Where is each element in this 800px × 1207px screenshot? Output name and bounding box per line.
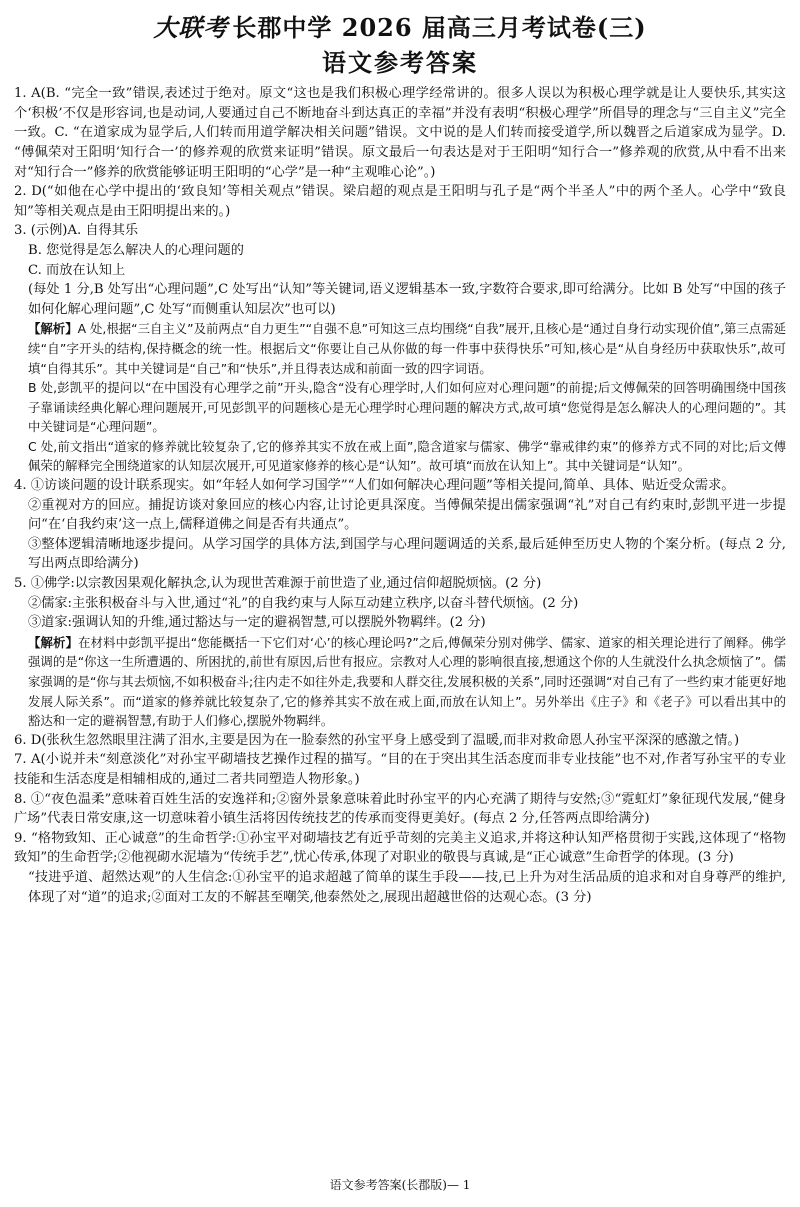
- answer-text: 9. “格物致知、正心诚意”的生命哲学:①孙宝平对砌墙技艺有近乎苛刻的完美主义追求,并将这种认知严格贯彻于实践,这体现了“格物致知”的生命哲学;②他视砌水泥墙为“传统手艺”,忧心传承,体现了对职业的敬畏与真诚,是“正心诚意”生命哲学的体现。(3 分): [14, 830, 786, 866]
- answer-item-2: [14, 182, 786, 221]
- analysis-tag: 【解析】: [28, 634, 79, 650]
- answer-list: [14, 84, 786, 907]
- answer-item-9: [14, 829, 786, 907]
- answer-subpoint: ②重视对方的回应。捕捉访谈对象回应的核心内容,让讨论更具深度。当傅佩荣提出儒家强调“礼”对自己有约束时,彭凯平进一步提问“在‘自我约束’这一点上,儒释道佛之间是否有共通点”。: [28, 497, 786, 533]
- answer-item-3: [14, 221, 786, 476]
- answer-item-6: [14, 731, 786, 751]
- analysis-text: 在材料中彭凯平提出“您能概括一下它们对‘心’的核心理论吗?”之后,傅佩荣分别对佛学、儒家、道家的相关理论进行了阐释。佛学强调的是“你这一生所遭遇的、所困扰的,前世有原因,后世有报应。宗教对人心理的影响很直接,想通这个你的人生就没什么执念烦恼了”。儒家强调的是“你与其去烦恼,不如积极奋斗;往内走不如往外走,我要和人群交往,发展积极的关系”,同时还强调“对自己有了一些约束才能更好地发展人际关系”。而“道家的修养就比较复杂了,它的修养其实不放在戒上面,而放在认知上”。另外举出《庄子》和《老子》可以看出其中的豁达和一定的避祸智慧,有助于人们修心,摆脱外物羁绊。: [28, 634, 787, 729]
- answer-subpoint: ②儒家:主张积极奋斗与入世,通过“礼”的自我约束与人际互动建立秩序,以奋斗替代烦恼。(2 分): [28, 595, 579, 611]
- exam-title-text: 长郡中学 2026 届高三月考试卷(三): [232, 13, 647, 42]
- answer-text: 7. A(小说并未“刻意淡化”对孙宝平砌墙技艺操作过程的描写。“目的在于突出其生活态度而非专业技能”也不对,作者写孙宝平的专业技能和生活态度是相辅相成的,通过二者共同塑造人物形象。): [14, 752, 786, 787]
- answer-subpoint: “技进乎道、超然达观”的人生信念:①孙宝平的追求超越了简单的谋生手段——技,已上升为对生活品质的追求和对自身尊严的维护,体现了对“道”的追求;②面对工友的不解甚至嘲笑,他泰然处之,展现出超越世俗的达观心态。(3 分): [28, 869, 786, 905]
- document-header: [14, 14, 786, 76]
- answer-subpoint: ③道家:强调认知的升维,通过豁达与一定的避祸智慧,可以摆脱外物羁绊。(2 分): [28, 615, 486, 631]
- analysis-text: B 处,彭凯平的提问以“在中国没有心理学之前”开头,隐含“没有心理学时,人们如何应对心理问题”的前提;后文傅佩荣的回答明确围绕中国孩子靠诵读经典化解心理问题展开,可见彭凯平的问题核心是无心理学时心理问题的解决方式,故可填“您觉得是怎么解决人的心理问题的”。其中关键词是“心理问题”。: [28, 380, 786, 435]
- analysis-text: C 处,前文指出“道家的修养就比较复杂了,它的修养其实不放在戒上面”,隐含道家与儒家、佛学“靠戒律约束”的修养方式不同的对比;后文傅佩荣的解释完全围绕道家的认知层次展开,可见道家修养的核心是“认知”。故可填“而放在认知上”。其中关键词是“认知”。: [28, 438, 786, 474]
- answer-subpoint: ③整体逻辑清晰地逐步提问。从学习国学的具体方法,到国学与心理问题调适的关系,最后延伸至历史人物的个案分析。(每点 2 分,写出两点即给满分): [28, 536, 786, 572]
- exam-title: [14, 14, 786, 43]
- answer-text: 5. ①佛学:以宗教因果观化解执念,认为现世苦难源于前世造了业,通过信仰超脱烦恼。(2 分): [14, 576, 542, 592]
- answer-text: 6. D(张秋生忽然眼里注满了泪水,主要是因为在一脸泰然的孙宝平身上感受到了温暖,而非对救命恩人孙宝平深深的感激之情。): [14, 732, 740, 748]
- analysis-paragraph: [14, 378, 786, 437]
- analysis-tag: 【解析】: [28, 321, 78, 337]
- answer-item-4: [14, 476, 786, 574]
- analysis-text: A 处,根据“三自主义”及前两点“自力更生”“自强不息”可知这三点均围绕“自我”展开,且核心是“通过自身行动实现价值”,第三点需延续“自”字开头的结构,保持概念的统一性。根据后文“你要让自己从你做的每一件事中获得快乐”可知,核心是“从自身经历中获取快乐”,故可填“自得其乐”。其中关键词是“自己”和“快乐”,并且得表达成和前面一致的四字词语。: [28, 321, 787, 376]
- analysis-paragraph: [14, 633, 786, 731]
- answer-subpoint: B. 您觉得是怎么解决人的心理问题的: [28, 242, 244, 258]
- answer-item-8: [14, 790, 786, 829]
- brand-logo-text: 大联考: [153, 14, 229, 42]
- answer-item-1: [14, 84, 786, 182]
- page-footer: 语文参考答案(长郡版)— 1: [329, 1178, 471, 1192]
- answer-text: 1. A(B. “完全一致”错误,表述过于绝对。原文“这也是我们积极心理学经常讲的。很多人误以为积极心理学就是让人要快乐,其实这个‘积极’不仅是形容词,也是动词,人要通过自己不断地奋斗到达真正的幸福”并没有表明“积极心理学”所倡导的理念与“三自主义”完全一致。C. “在道家成为显学后,人们转而用道学解决相关问题”错误。文中说的是人们转而接受道学,所以魏晋之后道家成为显学。D. “傅佩荣对王阳明‘知行合一’的修养观的欣赏来证明”错误。原文最后一句表达是对于王阳明“知行合一”修养观的欣赏,从中看不出来对“知行合一”修养的欣赏能够证明王阳明的“心学”是一种“主观唯心论”。): [14, 86, 786, 180]
- answer-subpoint: C. 而放在认知上: [28, 262, 126, 278]
- answer-item-5: [14, 574, 786, 731]
- answer-text: 3. (示例)A. 自得其乐: [14, 223, 139, 239]
- answer-subpoint: (每处 1 分,B 处写出“心理问题”,C 处写出“认知”等关键词,语义逻辑基本一致,字数符合要求,即可给满分。比如 B 处写“中国的孩子如何化解心理问题”,C 处写“而侧重认知层次”也可以): [28, 282, 786, 317]
- analysis-paragraph: [14, 437, 786, 476]
- answer-key-subtitle: 语文参考答案: [322, 47, 478, 77]
- analysis-paragraph: [14, 319, 786, 378]
- answer-text: 4. ①访谈问题的设计联系现实。如“年轻人如何学习国学”“人们如何解决心理问题”等相关提问,简单、具体、贴近受众需求。: [14, 478, 735, 494]
- answer-item-7: [14, 750, 786, 789]
- answer-text: 2. D(“如他在心学中提出的‘致良知’等相关观点”错误。梁启超的观点是王阳明与孔子是“两个半圣人”中的两个圣人。心学中“致良知”等相关观点是由王阳明提出来的。): [14, 184, 786, 219]
- answer-text: 8. ①“夜色温柔”意味着百姓生活的安逸祥和;②窗外景象意味着此时孙宝平的内心充满了期待与安然;③“霓虹灯”象征现代发展,“健身广场”代表日常安康,这一切意味着小镇生活将因传统技艺的传承而变得更美好。(每点 2 分,任答两点即给满分): [14, 791, 786, 827]
